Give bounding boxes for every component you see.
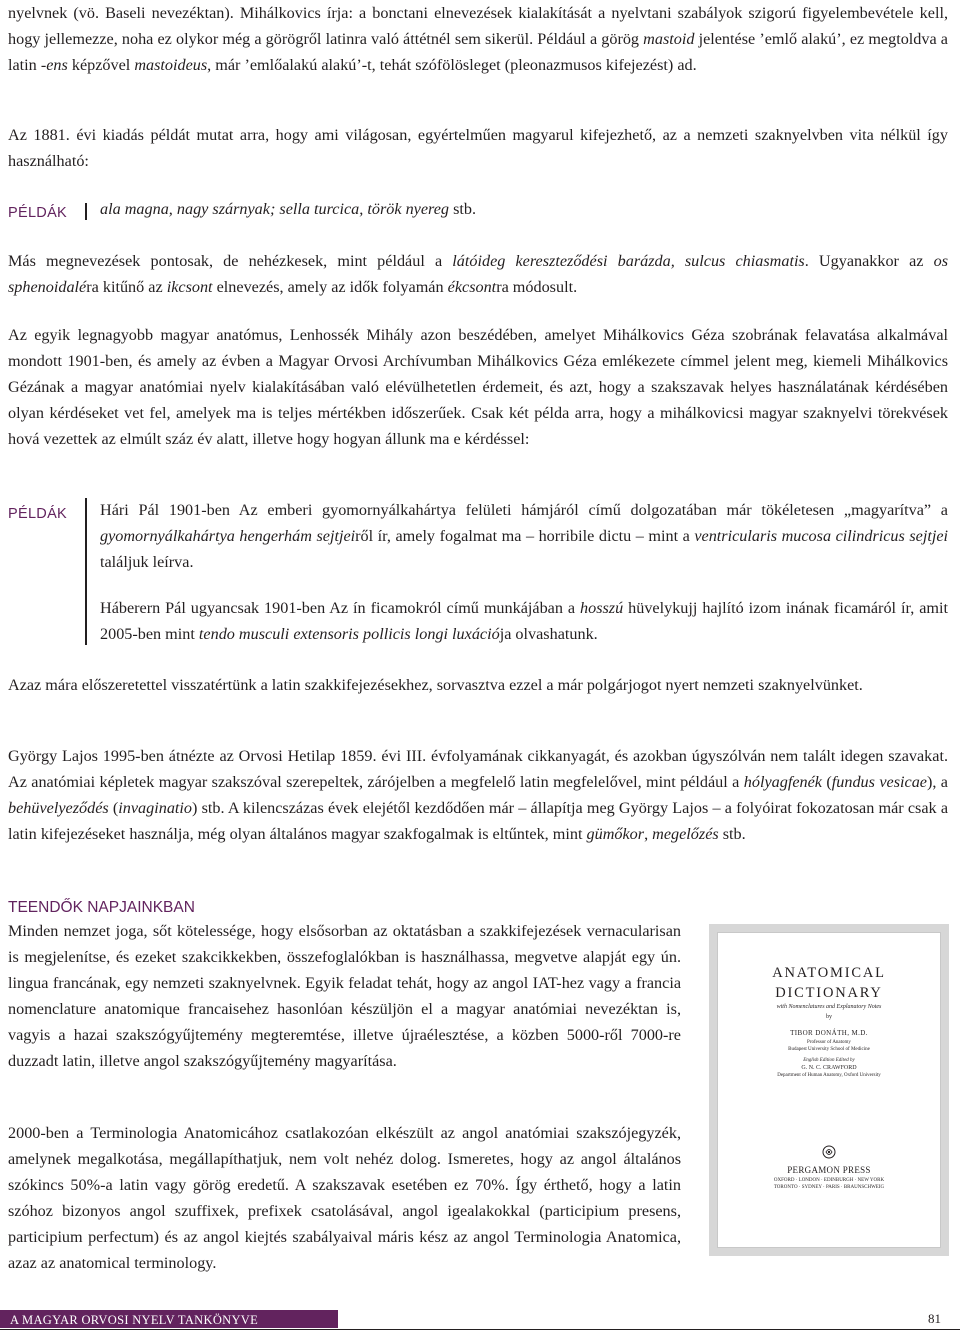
pergamon-logo-icon	[822, 1145, 836, 1159]
book-cities-1: OXFORD · LONDON · EDINBURGH · NEW YORK	[773, 1178, 885, 1183]
book-title-line2: DICTIONARY	[775, 985, 883, 1001]
examples-label-2: PÉLDÁK	[8, 506, 68, 522]
book-editor: G. N. C. CRAWFORD	[801, 1065, 857, 1071]
footer-rule	[0, 1329, 960, 1330]
book-editor-intro: English Edition Edited by	[803, 1058, 855, 1063]
book-author-role	[718, 1039, 940, 1053]
paragraph-cumbersome-names: Más megnevezések pontosak, de nehézkesek, mint például a látóideg kereszteződési barázda, sulcus chiasmatis. Ugyanakkor az os sphenoidaléra kitűnő az ikcsont elnevezés, amely az idők folyamán ékcsontra módosult.	[8, 252, 949, 296]
paragraph-1881-edition: Az 1881. évi kiadás példát mutat arra, hogy ami világosan, egyértelműen magyarul kifejezhető, az a nemzeti szaknyelvben vita nélkül így használható:	[8, 126, 948, 170]
book-author-role2: Budapest University School of Medicine	[788, 1047, 870, 1052]
example-haberern-pal: Háberern Pál ugyancsak 1901-ben Az ín ficamokról című munkájában a hosszú hüvelykujj hajlító izom inának ficamáról ír, amit 2005-ben mint tendo musculi extensoris pollicis longi luxációja olvashatunk.	[100, 599, 948, 643]
book-subtitle: with Nomenclatures and Explanatory Notes	[776, 1004, 882, 1010]
paragraph-lenhossek: Az egyik legnagyobb magyar anatómus, Lenhossék Mihály azon beszédében, amelyet Mihálkovics Géza szobrának felavatása alkalmával mondott 1901-ben, és amely az évben a Magyar Orvosi Archívumban Mihálkovics Géza emlékezete címmel jelent meg, kiemeli Mihálkovics Gézának a magyar anatómiai nyelv kialakításában való elévülhetetlen érdemeit, és azt, hogy a szakszavak helyes használatának kérdésében olyan kérdéseket vet fel, amelyek ma is teljes mértékben időszerűek. Csak két példa arra, hogy a mihálkovicsi magyar szaknyelvi törekvések hová vezettek az elmúlt száz év alatt, illetve hogy hogyan állunk ma e kérdéssel:	[8, 326, 948, 448]
footer-book-title: A MAGYAR ORVOSI NYELV TANKÖNYVE	[10, 1313, 259, 1327]
book-title-page	[717, 932, 941, 1248]
paragraph-national-right: Minden nemzet joga, sőt kötelessége, hogy elsősorban az oktatásban a szakkifejezések vernacularisan is megjelenítse, és ezeket szakcikkekben, összefoglalókban is használhassa, megvetve alapját egy ún. lingua francának, egy nemzeti szaknyelvnek. Egyik feladat tehát, hogy az angol IAT-hez vagy a francia nomenclature anatomique francaisehez hasonlóan készüljön el a magyar anatómiai nevezéktan is, vagyis a hazai szakszógyűjtemény megteremtése, illetve újraélesztése, a közben 5000-ről 7000-re duzzadt latin, illetve angol szakszógyűjtemény magyarítása.	[8, 922, 681, 1070]
paragraph-mastoid: nyelvnek (vö. Baseli nevezéktan). Mihálkovics írja: a bonctani elnevezések kialakítását a nyelvtani szabályok szigorú figyelembevétele kell, hogy jellemezze, noha ez olykor még a görögről latinra való áttétnél sem sikerül. Például a görög mastoid jelentése ʼemlő alakúʼ, ez megtoldva a latin -ens képzővel mastoideus, már ʼemlőalakú alakúʼ-t, tehát szófölösleget (pleonazmusos kifejezést) ad.	[8, 4, 948, 74]
book-cover-image	[709, 924, 949, 1256]
book-cities-2: TORONTO · SYDNEY · PARIS · BRAUNSCHWEIG	[773, 1185, 885, 1190]
examples-divider-2	[85, 498, 87, 645]
book-editor-role: Department of Human Anatomy, Oxford University	[777, 1073, 881, 1078]
paragraph-terminologia-anatomica: 2000-ben a Terminologia Anatomicához csatlakozóan elkészült az angol anatómiai szakszójegyzék, amelynek megalkotása, megállapíthatjuk, nem volt nehéz dolog. Ismeretes, hogy az angol általános szókincs 50%-a latin vagy görög eredetű. A szakszavak esetében ez 70%. Így érthető, hogy a latin szóhoz bizonyos angol szuffixek, prefixek csatolásával, angol igealakokkal (participium presens, participium perfectum) és az angol kiejtés szabályaival máris kész az angol Terminologia Anatomica, azaz az anatomical terminology.	[8, 1124, 681, 1272]
examples-divider	[85, 203, 87, 220]
paragraph-latin-return: Azaz mára előszeretettel visszatértünk a latin szakkifejezésekhez, sorvasztva ezzel a már polgárjogot nyert nemzeti szaknyelvünket.	[8, 676, 863, 694]
example-hari-pal: Hári Pál 1901-ben Az emberi gyomornyálkahártya felületi hámjáról című dolgozatában már tökéletesen „magyarítva” a gyomornyálkahártya hengerhám sejtjeiről ír, amely fogalmat ma – horribile dictu – mint a ventricularis mucosa cilindricus sejtjei találjuk leírva.	[100, 501, 949, 571]
paragraph-gyorgy-lajos: György Lajos 1995-ben átnézte az Orvosi Hetilap 1859. évi III. évfolyamának cikkanyagát, és azokban úgyszólván nem talált idegen szavakat. Az anatómiai képletek magyar szakszóval szerepeltek, zárójelben a megfelelő latin megfelelővel, mint például a hólyagfenék (fundus vesicae), a behüvelyeződés (invaginatio) stb. A kilencszázas évek elejétől kezdődően már – állapítja meg György Lajos – a folyóirat fokozatosan már csak a latin kifejezéseket használja, még olyan általános magyar szakfogalmak is eltűntek, mint gümőkor, megelőzés stb.	[8, 747, 948, 843]
book-title	[718, 963, 940, 1003]
book-title-line1: ANATOMICAL	[772, 965, 886, 981]
page-number: 81	[928, 1311, 941, 1326]
book-author-role1: Professor of Anatomy	[807, 1040, 851, 1045]
example-ala-magna: ala magna, nagy szárnyak; sella turcica, török nyereg stb.	[100, 200, 477, 218]
book-by: by	[826, 1014, 832, 1020]
examples-label: PÉLDÁK	[8, 205, 68, 221]
section-heading-teendok: TEENDŐK NAPJAINKBAN	[8, 899, 195, 916]
book-publisher: PERGAMON PRESS	[787, 1165, 871, 1175]
book-author: TIBOR DONÁTH, M.D.	[790, 1029, 868, 1037]
